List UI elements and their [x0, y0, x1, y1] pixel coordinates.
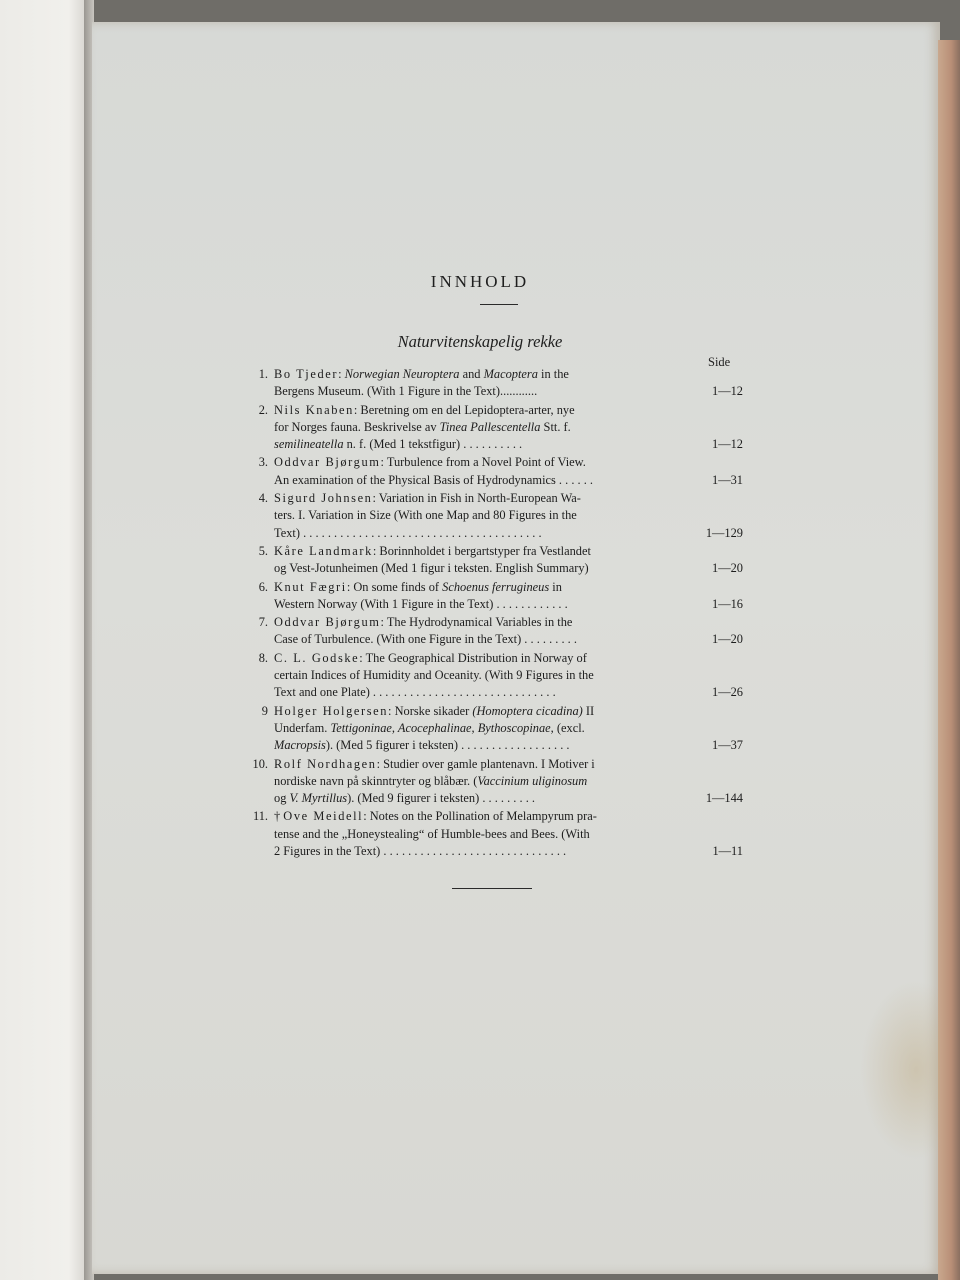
- entry-segment: tense and the „Honeystealing“ of Humble-bees and Bees. (With: [274, 826, 590, 841]
- author-name: Bo Tjeder: [274, 367, 339, 381]
- heading-rule: [480, 304, 518, 305]
- entry-line: [274, 756, 743, 773]
- entry-line: [274, 773, 743, 790]
- entry-segment: Macropsis: [274, 738, 326, 753]
- entry-segment: : On some finds of: [346, 579, 443, 594]
- facing-page: [0, 0, 86, 1280]
- entry-segment: Tettigoninae, Acocephalinae, Bythoscopinae,: [330, 720, 554, 735]
- toc-entry: [238, 650, 743, 702]
- entry-text: [274, 454, 743, 489]
- author-name: Holger Holgersen: [274, 703, 389, 718]
- entry-number: 11.: [252, 809, 268, 824]
- page-range: 1—11: [712, 844, 743, 859]
- entry-segment: Text and one Plate) . . . . . . . . . . . . . . . . . . . . . . . . . . . . . .: [274, 685, 556, 700]
- entry-line: [274, 720, 743, 737]
- entry-text: [274, 543, 743, 578]
- entry-segment: og: [274, 791, 290, 806]
- entry-segment: Schoenus ferrugineus: [442, 579, 550, 594]
- entry-line: [274, 419, 743, 436]
- entry-text: [274, 650, 743, 702]
- entry-segment: : The Hydrodynamical Variables in the: [380, 615, 573, 630]
- entry-segment: : Turbulence from a Novel Point of View.: [380, 455, 586, 470]
- entry-line: [274, 507, 743, 524]
- entry-number: 8.: [258, 650, 268, 665]
- toc-entry: [238, 454, 743, 489]
- entry-text: [274, 808, 743, 860]
- page-range: 1—20: [712, 561, 743, 576]
- toc-entry: [238, 579, 743, 614]
- toc-entry: [238, 808, 743, 860]
- entry-line: [274, 808, 743, 825]
- author-name: Rolf Nordhagen: [274, 756, 377, 771]
- entry-segment: og Vest-Jotunheimen (Med 1 figur i teksten. English Summary): [274, 561, 589, 576]
- entry-line: [274, 667, 743, 684]
- table-of-contents: [238, 366, 743, 861]
- toc-entry: [238, 366, 743, 401]
- entry-segment: V. Myrtillus: [289, 791, 348, 806]
- toc-entry: [238, 703, 743, 755]
- entry-line: [274, 436, 743, 453]
- entry-text: [274, 614, 743, 649]
- page-range: 1—16: [712, 596, 743, 611]
- entry-line: [274, 684, 743, 701]
- closing-rule: [452, 888, 532, 889]
- page-range: 1—129: [705, 525, 743, 540]
- entry-text: [274, 703, 743, 755]
- entry-segment: :: [338, 367, 345, 381]
- author-name: C. L. Godske: [274, 650, 360, 665]
- author-name: Oddvar Bjørgum: [274, 455, 381, 470]
- entry-line: [274, 826, 743, 843]
- entry-line: [274, 579, 743, 596]
- entry-number: 7.: [258, 615, 268, 630]
- page-range: 1—12: [712, 384, 743, 399]
- page-range: 1—20: [712, 632, 743, 647]
- entry-segment: ). (Med 9 figurer i teksten) . . . . . . . . .: [347, 791, 535, 806]
- entry-line: [274, 790, 743, 807]
- entry-number: 6.: [258, 579, 268, 594]
- entry-line: [274, 490, 743, 507]
- entry-line: [274, 454, 743, 471]
- entry-segment: : Variation in Fish in North-European Wa-: [372, 491, 581, 506]
- entry-segment: n. f. (Med 1 tekstfigur) . . . . . . . . . .: [343, 437, 523, 452]
- entry-segment: nordiske navn på skinntryter og blåbær. (: [274, 773, 478, 788]
- toc-entry: [238, 402, 743, 454]
- water-stain: [860, 980, 940, 1160]
- author-name: Sigurd Johnsen: [274, 491, 373, 506]
- entry-segment: Norwegian Neuroptera: [344, 367, 460, 381]
- entry-segment: semilineatella: [274, 437, 344, 452]
- author-name: Knut Fægri: [274, 579, 347, 594]
- entry-line: [274, 525, 743, 542]
- entry-text: [274, 366, 743, 401]
- toc-entry: [238, 543, 743, 578]
- author-name: Nils Knaben: [274, 402, 354, 417]
- entry-number: 1.: [258, 367, 268, 381]
- entry-line: [274, 596, 743, 613]
- entry-segment: in the: [537, 367, 569, 381]
- entry-segment: : Notes on the Pollination of Melampyrum pra-: [363, 809, 597, 824]
- entry-segment: : The Geographical Distribution in Norway of: [359, 650, 587, 665]
- toc-entry: [238, 490, 743, 542]
- section-title: Naturvitenskapelig rekke: [397, 332, 563, 351]
- entry-segment: Macoptera: [483, 367, 538, 381]
- entry-text: [274, 402, 743, 454]
- entry-line: [274, 472, 743, 489]
- author-name: Ove Meidell: [283, 809, 364, 824]
- entry-segment: certain Indices of Humidity and Oceanity. (With 9 Figures in the: [274, 668, 594, 683]
- entry-segment: Case of Turbulence. (With one Figure in the Text) . . . . . . . . .: [274, 632, 577, 647]
- entry-segment: †: [274, 809, 284, 824]
- toc-entry: [238, 756, 743, 808]
- entry-number: 9: [261, 703, 268, 718]
- entry-segment: and: [459, 367, 484, 381]
- entry-segment: : Borinnholdet i bergartstyper fra Vestlandet: [372, 543, 591, 558]
- page-column-label: Side: [708, 355, 731, 369]
- entry-segment: for Norges fauna. Beskrivelse av: [274, 419, 440, 434]
- author-name: Kåre Landmark: [274, 543, 373, 558]
- entry-segment: : Beretning om en del Lepidoptera-arter, nye: [353, 402, 575, 417]
- entry-segment: II: [582, 703, 595, 718]
- entry-text: [274, 756, 743, 808]
- entry-segment: ). (Med 5 figurer i teksten) . . . . . . . . . . . . . . . . . .: [325, 738, 570, 753]
- entry-number: 5.: [258, 543, 268, 558]
- entry-segment: Bergens Museum. (With 1 Figure in the Text)............: [274, 384, 538, 399]
- entry-line: [274, 737, 743, 754]
- entry-segment: Stt. f.: [540, 419, 571, 434]
- entry-line: [274, 366, 743, 383]
- entry-segment: 2 Figures in the Text) . . . . . . . . . . . . . . . . . . . . . . . . . . . . . .: [274, 844, 567, 859]
- page-range: 1—26: [712, 685, 743, 700]
- entry-text: [274, 490, 743, 542]
- entry-segment: (excl.: [553, 720, 585, 735]
- page-range: 1—12: [712, 437, 743, 452]
- entry-segment: Western Norway (With 1 Figure in the Text) . . . . . . . . . . . .: [274, 596, 568, 611]
- entry-segment: Tinea Pallescentella: [439, 419, 541, 434]
- entry-line: [274, 614, 743, 631]
- entry-line: [274, 402, 743, 419]
- entry-number: 3.: [258, 455, 268, 470]
- entry-segment: ters. I. Variation in Size (With one Map and 80 Figures in the: [274, 508, 577, 523]
- entry-line: [274, 843, 743, 860]
- entry-segment: Vaccinium uliginosum: [477, 773, 588, 788]
- page-range: 1—144: [705, 791, 743, 806]
- entry-line: [274, 543, 743, 560]
- entry-line: [274, 703, 743, 720]
- entry-segment: : Studier over gamle plantenavn. I Motiver i: [376, 756, 595, 771]
- page-edge: [938, 40, 960, 1280]
- entry-segment: in: [549, 579, 562, 594]
- entry-text: [274, 579, 743, 614]
- entry-number: 10.: [252, 756, 268, 771]
- page-range: 1—31: [712, 472, 743, 487]
- entry-segment: Underfam.: [274, 720, 331, 735]
- entry-segment: An examination of the Physical Basis of Hydrodynamics . . . . . .: [274, 472, 594, 487]
- entry-line: [274, 560, 743, 577]
- entry-number: 4.: [258, 491, 268, 506]
- entry-segment: (Homoptera cicadina): [472, 703, 583, 718]
- page-range: 1—37: [712, 738, 743, 753]
- entry-number: 2.: [258, 402, 268, 417]
- page-heading: INNHOLD: [430, 272, 530, 291]
- entry-segment: : Norske sikader: [388, 703, 473, 718]
- author-name: Oddvar Bjørgum: [274, 615, 381, 630]
- entry-line: [274, 631, 743, 648]
- entry-line: [274, 383, 743, 400]
- toc-entry: [238, 614, 743, 649]
- entry-segment: Text) . . . . . . . . . . . . . . . . . . . . . . . . . . . . . . . . . . . . . . .: [274, 525, 542, 540]
- entry-line: [274, 650, 743, 667]
